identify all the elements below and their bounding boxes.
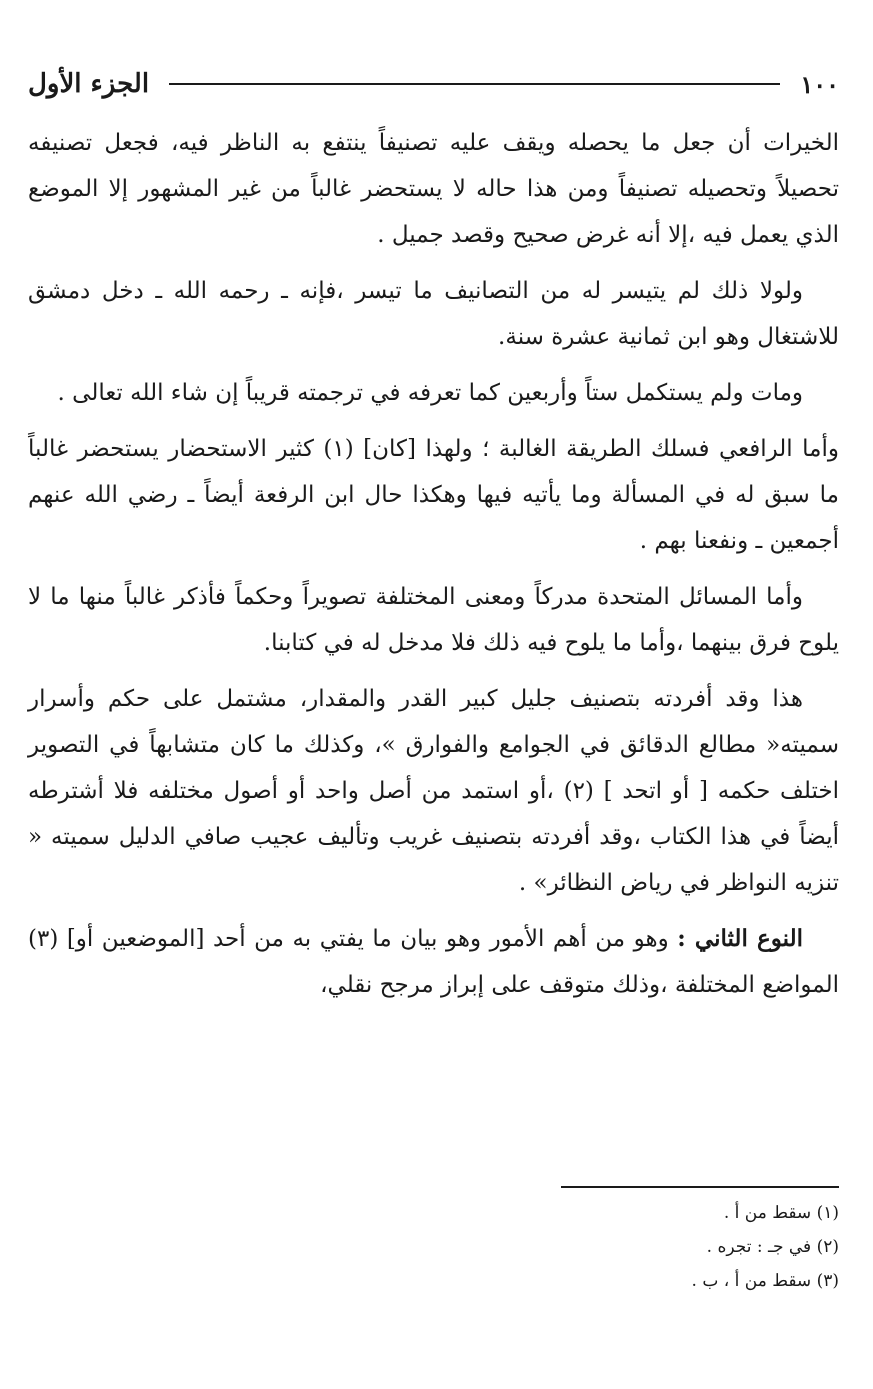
footnotes (339, 1196, 839, 1298)
header-rule (169, 83, 780, 85)
footnote: (٣) سقط من أ ، ب . (691, 1271, 839, 1291)
paragraph: هذا وقد أفردته بتصنيف جليل كبير القدر والمقدار، مشتمل على حكم وأسرار سميته« مطالع الدقائق في الجوامع والفوارق »، وكذلك ما كان متشابهاً في التصوير اختلف حكمه [ أو اتحد ] (٢) ،أو استمد من أصل واحد أو أصول مختلفه فلا أشترطه أيضاً في هذا الكتاب ،وقد أفردته بتصنيف غريب وتأليف عجيب صافي الدليل سميته « تنزيه النواظر في رياض النظائر» . (28, 686, 840, 896)
paragraph-text: وهو من أهم الأمور وهو بيان ما يفتي به من أحد [الموضعين أو] (٣) المواضع المختلفة ،وذلك متوقف على إبراز مرجح نقلي، (28, 926, 839, 998)
main-text (28, 120, 839, 1018)
paragraph: ومات ولم يستكمل ستاً وأربعين كما تعرفه في ترجمته قريباً إن شاء الله تعالى . (57, 380, 803, 406)
page-header (28, 62, 839, 106)
footnote: (١) سقط من أ . (723, 1203, 839, 1223)
paragraph: وأما المسائل المتحدة مدركاً ومعنى المختلفة تصويراً وحكماً فأذكر غالباً منها ما لا يلوح فرق بينهما ،وأما ما يلوح فيه ذلك فلا مدخل له في كتابنا. (28, 584, 839, 656)
page-number: ١٠٠ (800, 69, 839, 99)
section-heading: النوع الثاني : (677, 925, 803, 952)
paragraph: ولولا ذلك لم يتيسر له من التصانيف ما تيسر ،فإنه ـ رحمه الله ـ دخل دمشق للاشتغال وهو ابن ثمانية عشرة سنة. (28, 278, 839, 350)
paragraph: الخيرات أن جعل ما يحصله ويقف عليه تصنيفاً ينتفع به الناظر فيه، فجعل تصنيفه تحصيلاً وتحصيله تصنيفاً ومن هذا حاله لا يستحضر غالباً من غير المشهور إلا الموضع الذي يعمل فيه ،إلا أنه غرض صحيح وقصد جميل . (28, 130, 839, 248)
footnote: (٢) في جـ : تجره . (706, 1237, 839, 1257)
paragraph (28, 916, 839, 1008)
running-title: الجزء الأول (28, 69, 150, 99)
footnote-separator (561, 1186, 839, 1188)
paragraph: وأما الرافعي فسلك الطريقة الغالبة ؛ ولهذا [كان] (١) كثير الاستحضار يستحضر غالباً ما سبق له في المسألة وما يأتيه فيها وهكذا حال ابن الرفعة أيضاً ـ رضي الله عنهم أجمعين ـ ونفعنا بهم . (28, 436, 839, 554)
